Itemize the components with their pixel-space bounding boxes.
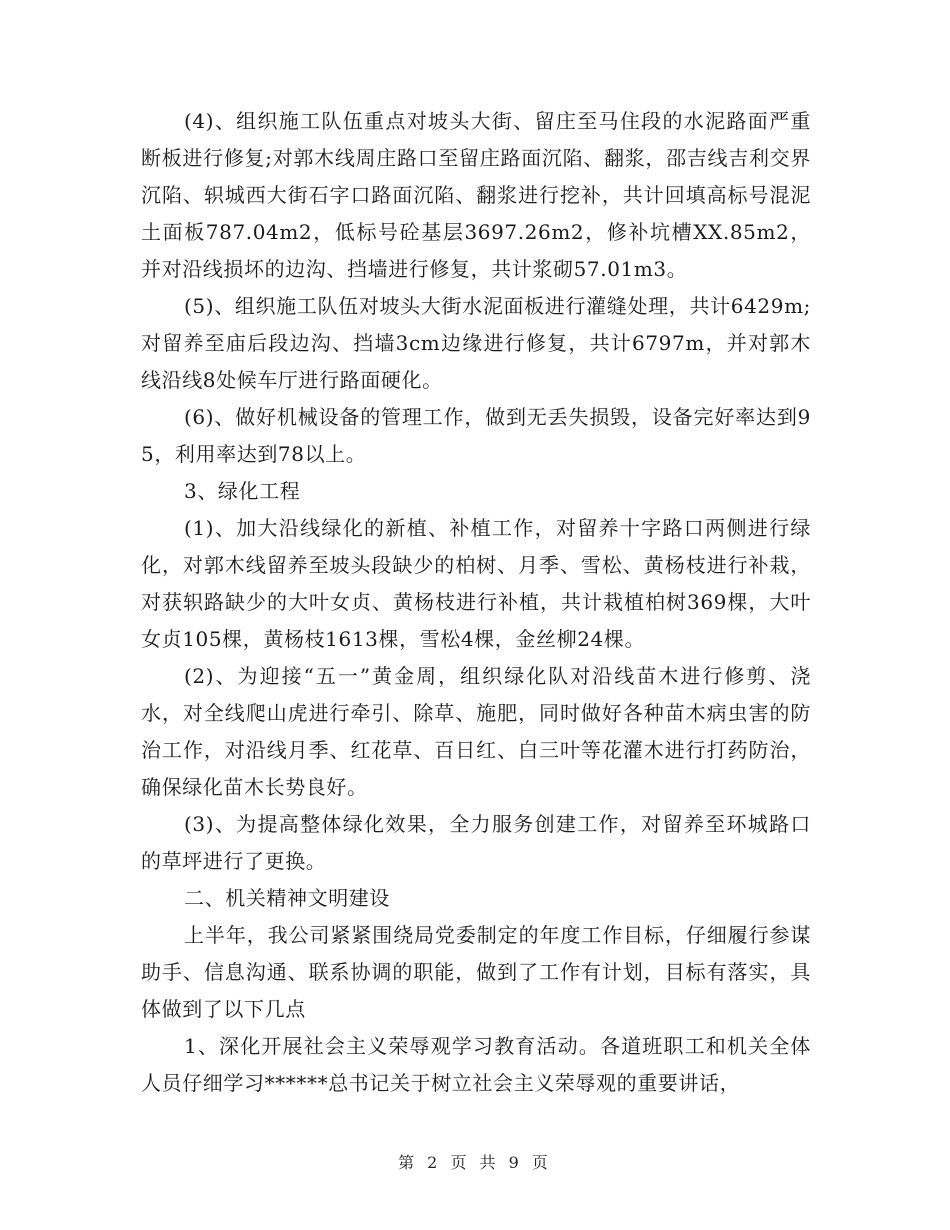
paragraph-greening-3: (3)、为提高整体绿化效果，全力服务创建工作，对留养至环城路口的草坪进行了更换。 [141, 812, 811, 873]
document-body [141, 103, 811, 1102]
paragraph-honor-study: 1、深化开展社会主义荣辱观学习教育活动。各道班职工和机关全体人员仔细学习******总书记关于树立社会主义荣辱观的重要讲话， [141, 1034, 811, 1095]
paragraph-greening-2: (2)、为迎接“五一”黄金周，组织绿化队对沿线苗木进行修剪、浇水，对全线爬山虎进行牵引、除草、施肥，同时做好各种苗木病虫害的防治工作，对沿线月季、红花草、百日红、白三叶等花灌木进行打药防治，确保绿化苗木长势良好。 [141, 664, 811, 799]
paragraph-item-5: (5)、组织施工队伍对坡头大街水泥面板进行灌缝处理，共计6429m;对留养至庙后段边沟、挡墙3cm边缘进行修复，共计6797m，并对郭木线沿线8处候车厅进行路面硬化。 [141, 294, 811, 392]
page-number-footer: 第 2 页 共 9 页 [398, 1153, 552, 1172]
paragraph-item-6: (6)、做好机械设备的管理工作，做到无丢失损毁，设备完好率达到95，利用率达到78以上。 [141, 405, 811, 466]
section-heading-greening: 3、绿化工程 [184, 479, 301, 503]
paragraph-item-4: (4)、组织施工队伍重点对坡头大街、留庄至马住段的水泥路面严重断板进行修复;对郭木线周庄路口至留庄路面沉陷、翻浆，邵吉线吉利交界沉陷、轵城西大街石字口路面沉陷、翻浆进行挖补，共计回填高标号混泥土面板787.04m2，低标号砼基层3697.26m2，修补坑槽XX.85m2，并对沿线损坏的边沟、挡墙进行修复，共计浆砌57.01m3。 [141, 109, 811, 281]
section-heading-civilization: 二、机关精神文明建设 [184, 886, 390, 910]
paragraph-half-year-summary: 上半年，我公司紧紧围绕局党委制定的年度工作目标，仔细履行参谋助手、信息沟通、联系协调的职能，做到了工作有计划，目标有落实，具体做到了以下几点 [141, 923, 811, 1021]
paragraph-greening-1: (1)、加大沿线绿化的新植、补植工作，对留养十字路口两侧进行绿化，对郭木线留养至坡头段缺少的柏树、月季、雪松、黄杨枝进行补栽，对获轵路缺少的大叶女贞、黄杨枝进行补植，共计栽植柏树369棵，大叶女贞105棵，黄杨枝1613棵，雪松4棵，金丝柳24棵。 [141, 516, 811, 651]
